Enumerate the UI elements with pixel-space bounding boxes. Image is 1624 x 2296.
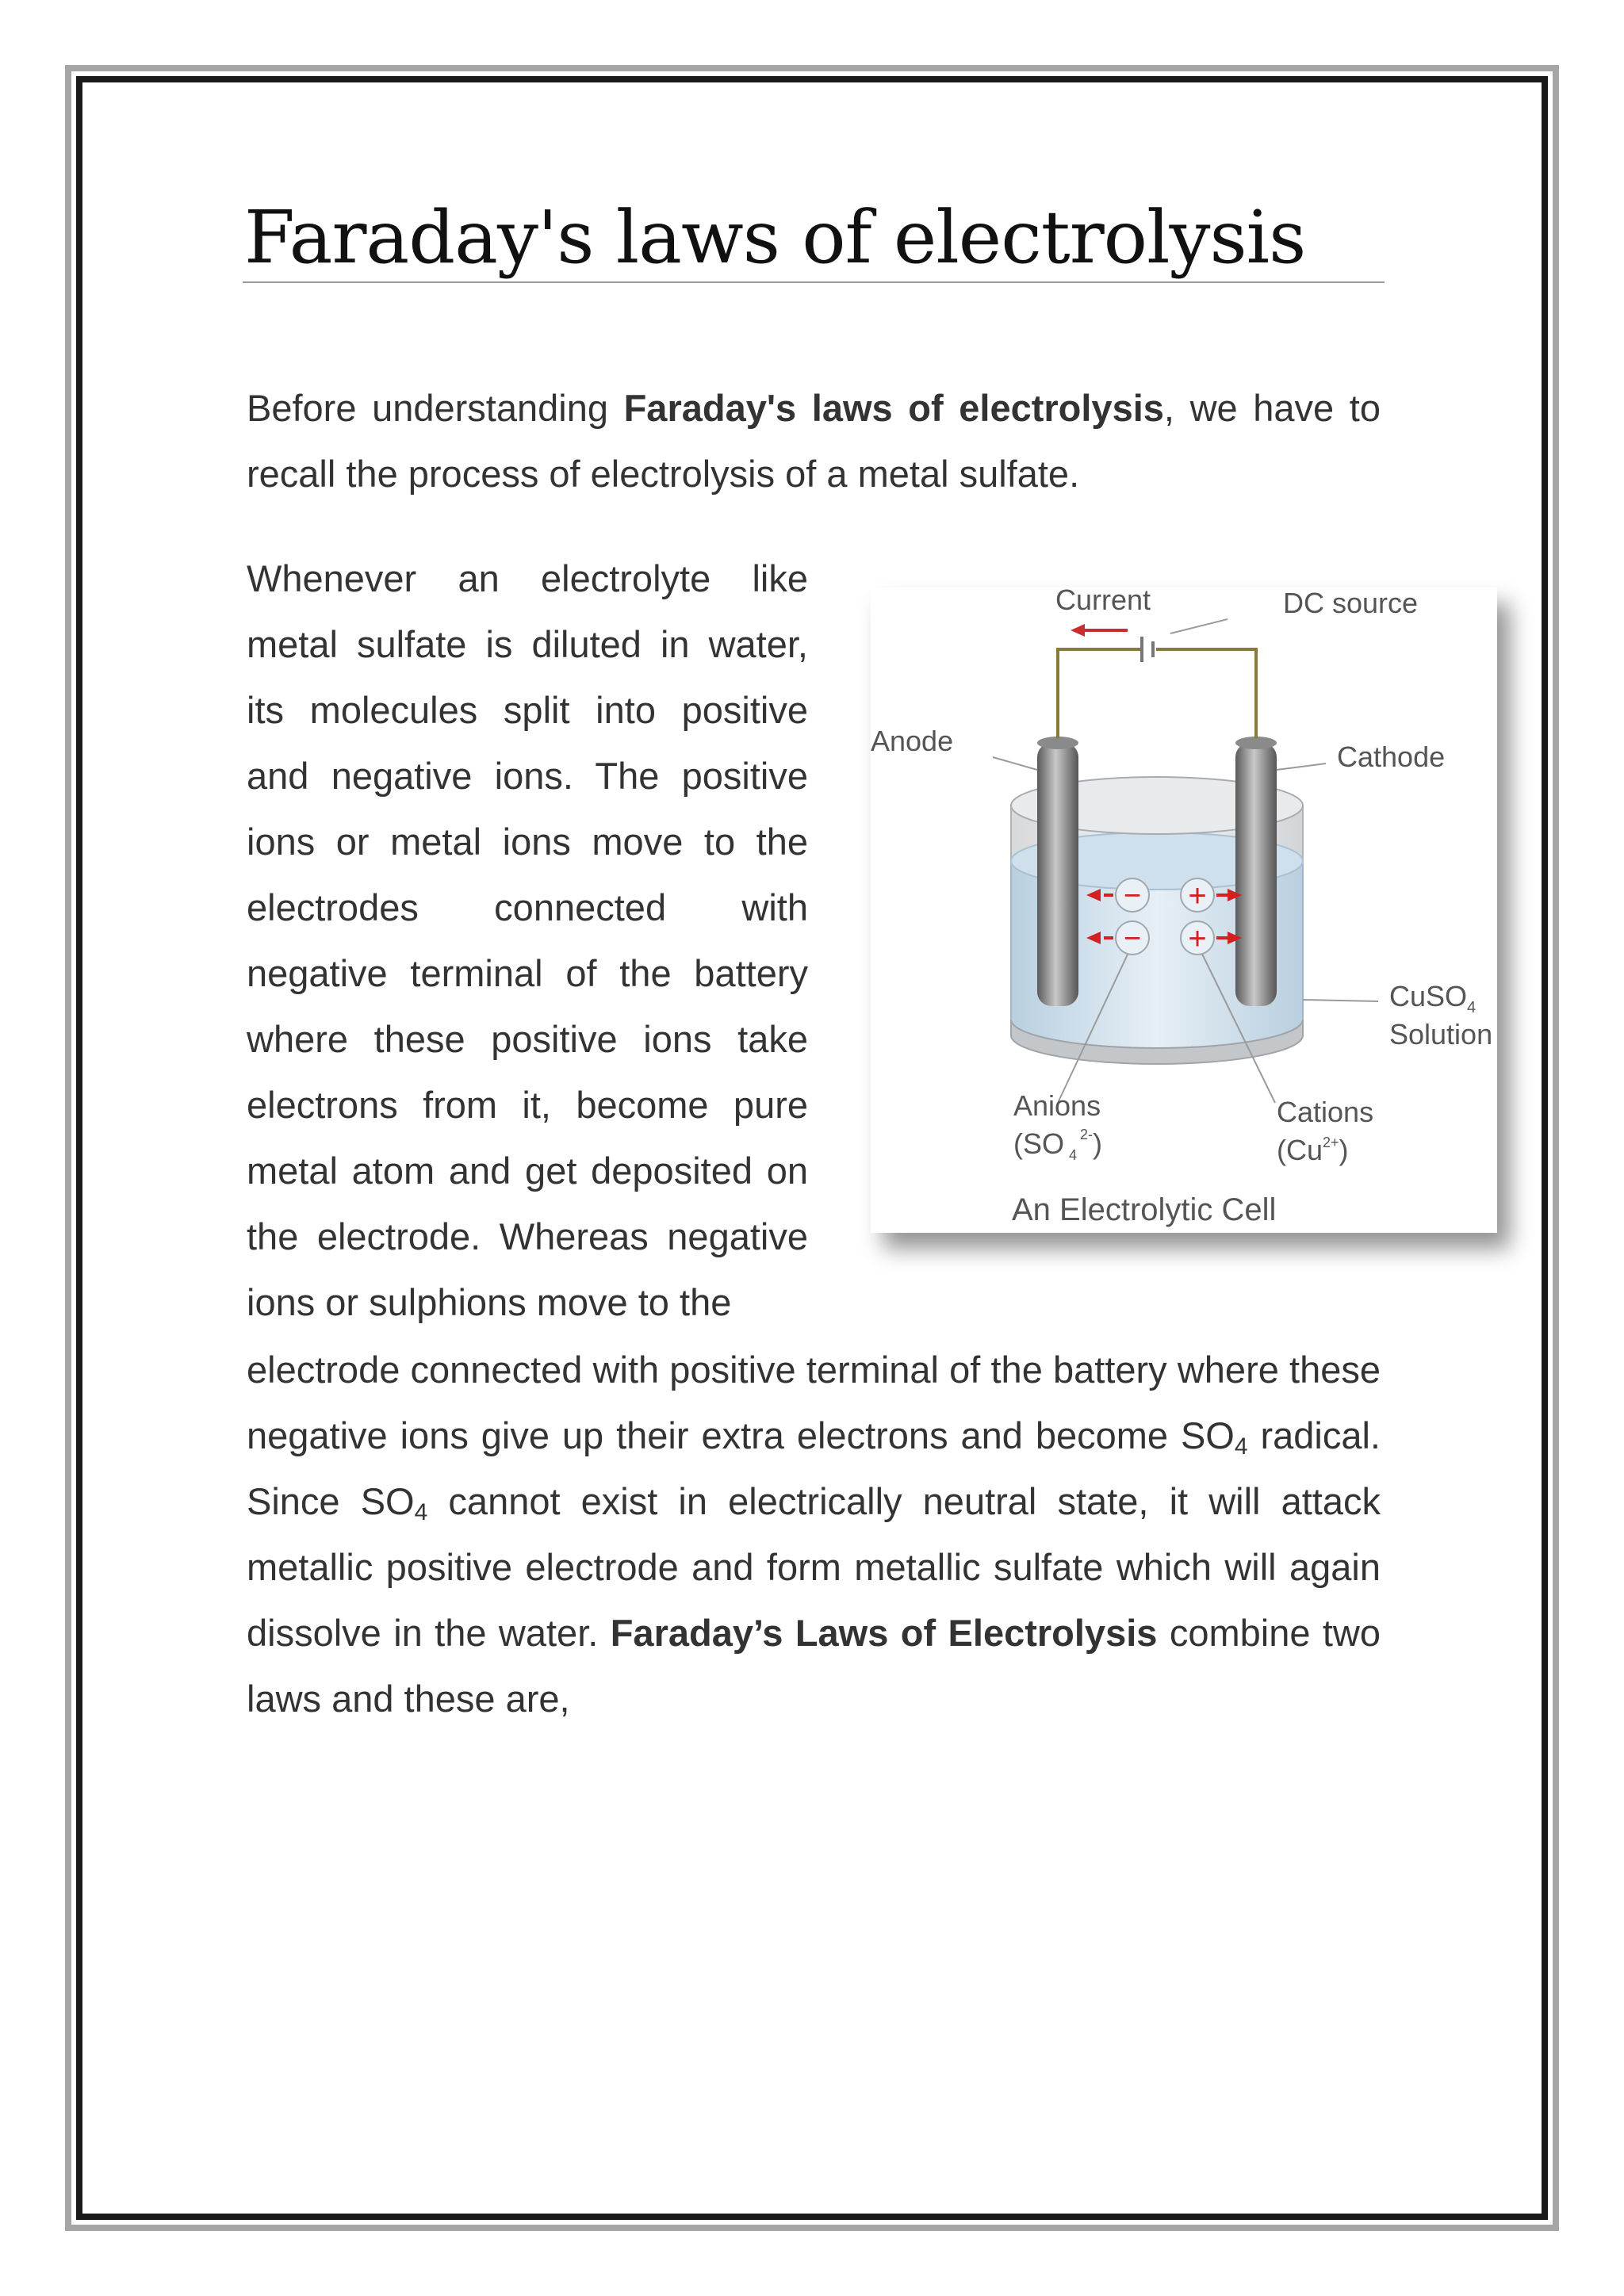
label-solution-formula [1389,980,1476,1016]
body-paragraph-continued [247,1337,1381,1732]
label-cations-formula [1277,1134,1349,1166]
intro-paragraph [247,375,1381,507]
cations-formula-close: ) [1339,1134,1349,1166]
minus-sign-1: − [1123,879,1142,913]
cations-formula-open: (Cu [1277,1134,1323,1166]
body-text-4: combine two laws and these are, [247,1612,1381,1720]
anions-formula-open: (SO [1013,1127,1065,1160]
electrolytic-cell-diagram [871,587,1497,1233]
label-anions: Anions [1013,1089,1101,1122]
label-cathode: Cathode [1337,740,1446,773]
label-solution-word: Solution [1389,1018,1493,1050]
body-paragraph-wrapped: Whenever an electrolyte like metal sulfate is diluted in water, its molecules split into positive and negative ions. The positive ions or metal ions move to the electrodes connected with negative terminal of the battery where these positive ions take electrons from it, become pure metal atom and get deposited on the electrode. Whereas negative ions or sulphions move to the [247,557,808,1323]
anions-formula-close: ) [1093,1127,1103,1160]
body-text-2: radical. Since SO [247,1414,1381,1522]
current-arrow [1071,624,1128,637]
body-text-3: cannot exist in electrically neutral state, it will attack metallic positive electrode and form metallic sulfate which will again dissolve in the water. [247,1480,1381,1654]
cations-superscript: 2+ [1323,1135,1339,1150]
body-subscript-1: 4 [1234,1433,1248,1460]
electrolytic-cell-figure [871,587,1497,1233]
plus-sign-2: + [1188,921,1207,956]
anode-electrode [1037,737,1078,1006]
body-subscript-2: 4 [414,1499,428,1525]
body-bold-term: Faraday’s Laws of Electrolysis [610,1612,1158,1654]
page-title: Faraday's laws of electrolysis [244,195,1306,280]
label-anode: Anode [871,725,954,757]
label-dc-source: DC source [1283,587,1419,619]
label-cations: Cations [1277,1096,1374,1128]
title-underline [243,281,1385,283]
plus-sign-1: + [1188,878,1207,913]
intro-text-after: , we have to recall the process of electrolysis of a metal sulfate. [247,387,1381,495]
cathode-electrode [1235,737,1277,1006]
figure-caption: An Electrolytic Cell [1012,1192,1277,1227]
anions-superscript: 2- [1080,1127,1094,1142]
solution-formula-text: CuSO [1389,980,1468,1012]
label-current: Current [1055,587,1151,616]
label-anions-formula [1013,1127,1102,1163]
battery-symbol [1142,637,1153,662]
circuit-wires [1058,649,1256,738]
body-text-1: electrode connected with positive terminal of the battery where these negative ions give up their extra electrons and become SO [247,1349,1381,1456]
intro-text-before: Before understanding [247,387,624,429]
minus-sign-2: − [1123,922,1142,955]
intro-bold-term: Faraday's laws of electrolysis [623,387,1164,429]
anions-subscript: 4 [1069,1147,1078,1163]
solution-formula-subscript: 4 [1467,999,1477,1016]
